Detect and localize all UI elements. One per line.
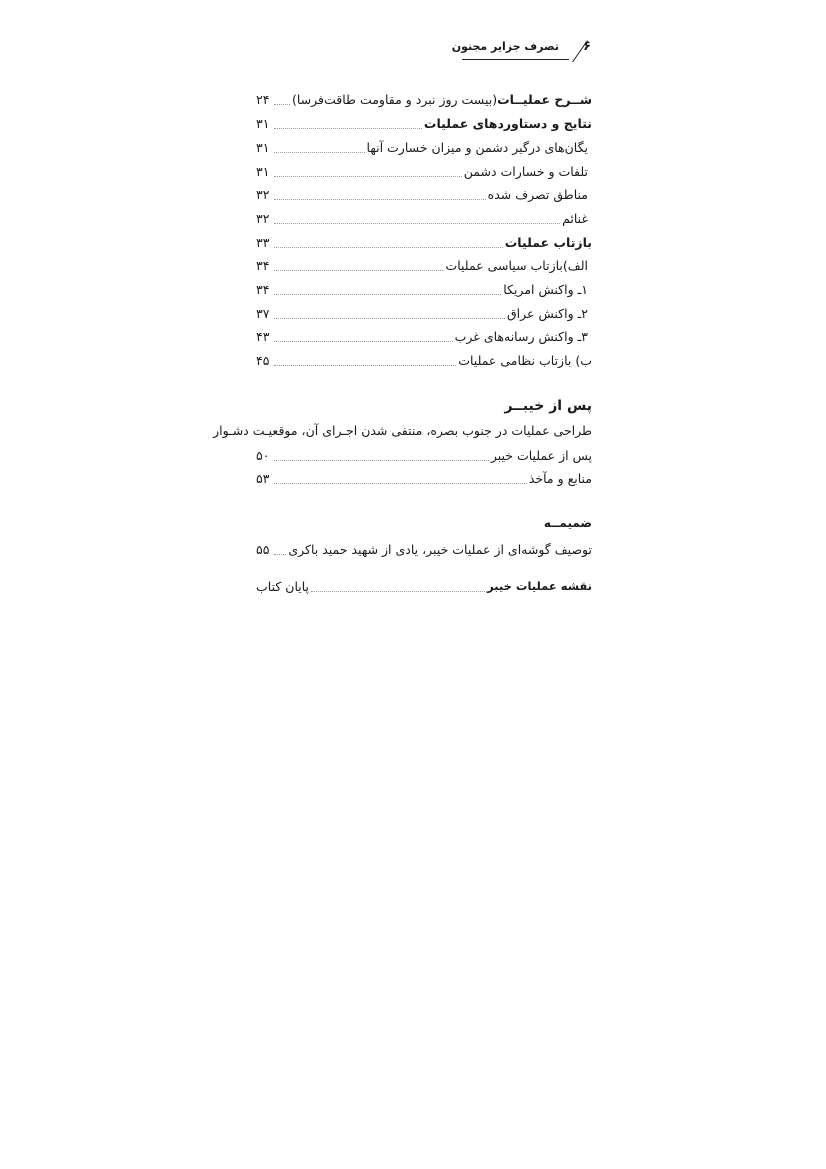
dot-leader (274, 128, 422, 129)
toc-entry-page: ۴۵ (256, 352, 270, 368)
toc-entry-title: ۲ـ واکنش عراق (506, 305, 588, 321)
toc-entry (256, 231, 592, 253)
toc-entry-page: ۳۱ (256, 163, 270, 179)
dot-leader (274, 247, 503, 248)
toc-entry-title: توصیف گوشه‌ای از عملیات خیبر، یادی از شهید حمید باکری (288, 541, 592, 557)
dot-leader (274, 199, 486, 200)
dot-leader (311, 591, 485, 592)
toc-entry (256, 444, 592, 466)
toc-entry (256, 136, 592, 158)
toc-entry-page: ۳۴ (256, 257, 270, 273)
header-rule (462, 59, 569, 60)
toc-entry-title: ۱ـ واکنش امریکا (503, 281, 588, 297)
toc-entry (256, 207, 592, 229)
book-title: تصرف جزایر مجنون (451, 40, 559, 53)
toc-entry-page: ۵۳ (256, 470, 270, 486)
dot-leader (274, 104, 290, 105)
toc-entry-page: ۲۴ (256, 91, 270, 107)
toc-entry-page: ۳۲ (256, 210, 270, 226)
toc-entry (256, 325, 592, 347)
toc-entry-page: ۴۳ (256, 328, 270, 344)
toc-entry (256, 88, 592, 110)
toc-entry-title: تلفات و خسارات دشمن (463, 163, 588, 179)
toc-entry-page: ۳۲ (256, 186, 270, 202)
toc-entry-title: پس از عملیات خیبر (490, 447, 592, 463)
dot-leader (274, 152, 365, 153)
toc-entry-page: ۳۱ (256, 115, 270, 131)
toc-entry-line: طراحی عملیات در جنوب بصره، منتفی شدن اجـرای آن، موقعیـت دشـوار (213, 423, 592, 438)
appendix-heading: ضمیمــه (543, 516, 592, 530)
dot-leader (274, 176, 462, 177)
dot-leader (274, 460, 489, 461)
toc-entry-page: ۵۵ (256, 541, 270, 557)
running-header (451, 36, 593, 60)
toc-entry-title: بازتاب عملیات (504, 234, 592, 250)
toc-entry-page: ۵۰ (256, 447, 270, 463)
toc-entry (256, 254, 592, 276)
toc-entry-title: شــرح عملیــات (497, 91, 592, 107)
toc-entry-note: (بیست روز نبرد و مقاومت طاقت‌فرسا) (291, 91, 498, 107)
dot-leader (274, 341, 453, 342)
toc-entry-title: ب) بازتاب نظامی عملیات (458, 352, 592, 368)
toc-entry (256, 467, 592, 489)
toc-entry-page: ۳۴ (256, 281, 270, 297)
toc-entry (256, 538, 592, 560)
toc-entry-page: ۳۷ (256, 305, 270, 321)
page-number: ۶ (583, 39, 591, 54)
toc-entry-page: پایان کتاب (256, 578, 310, 594)
toc-entry-title: الف)بازتاب سیاسی عملیات (445, 257, 588, 273)
toc-entry-page: ۳۱ (256, 139, 270, 155)
toc-entry (256, 278, 592, 300)
toc-entry-page: ۳۳ (256, 234, 270, 250)
toc-entry-title: منابع و مآخذ (528, 470, 592, 486)
toc-entry-title: ۳ـ واکنش رسانه‌های غرب (454, 328, 588, 344)
toc-entry-title: نتایج و دستاوردهای عملیات (423, 115, 592, 131)
toc-entry (256, 349, 592, 371)
dot-leader (274, 223, 560, 224)
toc-entry (256, 302, 592, 324)
dot-leader (274, 554, 286, 555)
toc-entry-title: یگان‌های درگیر دشمن و میزان خسارت آنها (366, 139, 588, 155)
dot-leader (274, 294, 501, 295)
dot-leader (274, 365, 456, 366)
toc-entry (256, 575, 592, 597)
toc-entry (256, 183, 592, 205)
dot-leader (274, 270, 443, 271)
dot-leader (274, 318, 505, 319)
toc-entry-title: غنائم (562, 210, 588, 226)
section-heading: پس از خیبــر (504, 398, 592, 414)
toc-entry (256, 112, 592, 134)
toc-entry-title: مناطق تصرف شده (487, 186, 588, 202)
toc-entry-title: نقشه عملیات خیبر (487, 579, 592, 593)
dot-leader (274, 483, 527, 484)
toc-entry (256, 160, 592, 182)
